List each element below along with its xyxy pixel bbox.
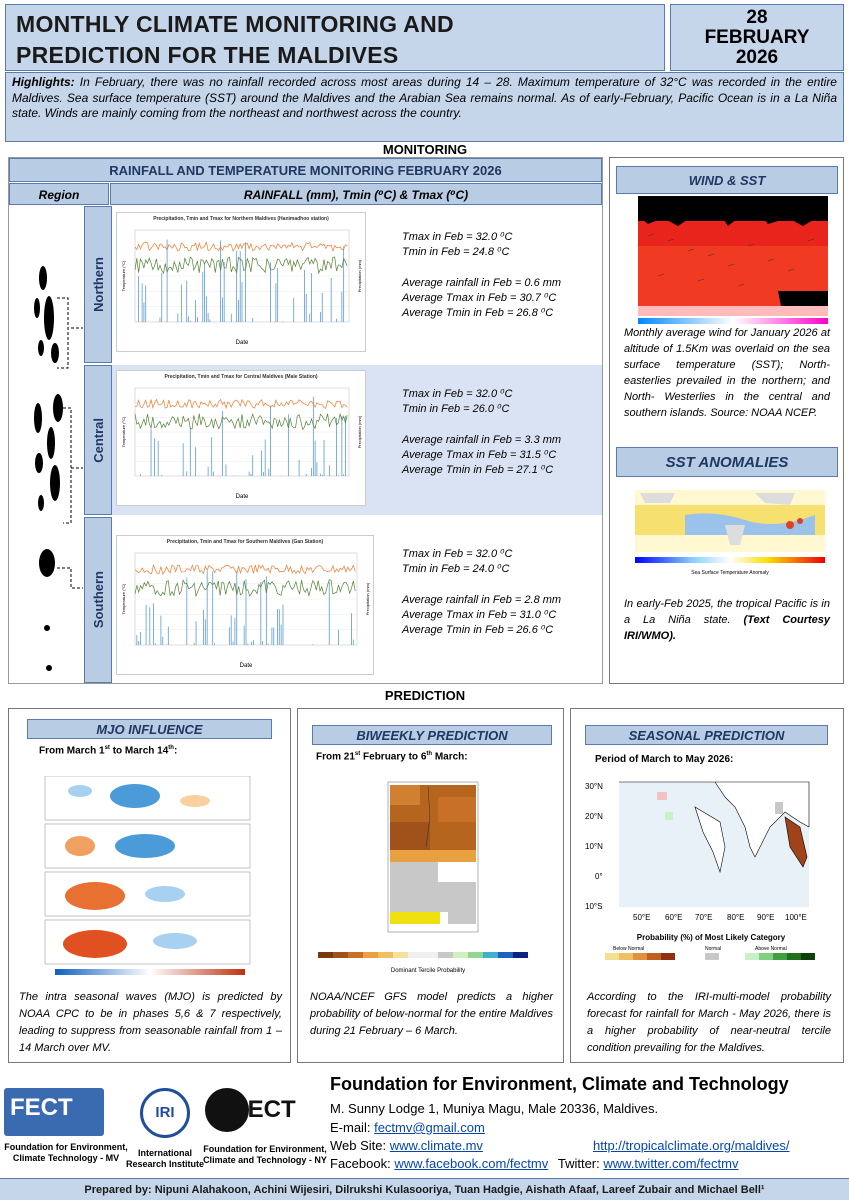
- seasonal-lon-80e: 80°E: [727, 913, 745, 922]
- iri-caption: International Research Institute: [125, 1148, 205, 1169]
- southern-row: [84, 517, 602, 683]
- seasonal-title: SEASONAL PREDICTION: [585, 725, 828, 745]
- twitter-link[interactable]: www.twitter.com/fectmv: [603, 1156, 739, 1171]
- biweekly-subtitle-sup1: st: [354, 751, 361, 757]
- email-label: E-mail:: [330, 1120, 371, 1135]
- date-month: FEBRUARY: [704, 27, 810, 48]
- fect-mv-caption: Foundation for Environment, Climate Technology - MV: [4, 1142, 128, 1163]
- central-avg-tmax: Average Tmax in Feb = 31.5 ⁰C: [402, 449, 557, 461]
- central-avg-rainfall: Average rainfall in Feb = 3.3 mm: [402, 434, 562, 446]
- central-stats: [402, 387, 602, 478]
- central-tmin: Tmin in Feb = 26.0 ⁰C: [402, 403, 510, 415]
- southern-chart-plot: [117, 545, 375, 675]
- chart-y-axis-label-left: Temperature (°C): [121, 416, 126, 448]
- seasonal-text: According to the IRI-multi-model probability forecast for rainfall for March - May 2026, there is a higher probability of near-neutral tercile condition prevailing for the Maldives.: [587, 991, 831, 1054]
- sst-anomaly-map: [625, 485, 830, 577]
- tmin-series-line: [135, 414, 347, 430]
- footer: [0, 1068, 849, 1200]
- seasonal-legend-normal: Normal: [705, 946, 722, 952]
- mjo-text: The intra seasonal waves (MJO) is predicted by NOAA CPC to be in phases 5,6 & 7 respectively, leading to suppress from seasonable rainfall from 1 – 14 March over MV.: [19, 991, 282, 1054]
- seasonal-lat-0: 0°: [595, 872, 603, 881]
- monitoring-table-title: RAINFALL AND TEMPERATURE MONITORING FEBRUARY 2026: [9, 158, 602, 182]
- southern-stats: [402, 547, 602, 638]
- biweekly-subtitle-prefix: From 21: [316, 751, 355, 763]
- page-title-line1: MONTHLY CLIMATE MONITORING AND: [16, 11, 454, 37]
- tmin-series-line: [135, 580, 355, 596]
- chart-x-axis-label: Date: [235, 494, 249, 500]
- chart-x-axis-label: Date: [239, 663, 253, 669]
- biweekly-subtitle-sup2: th: [426, 751, 433, 757]
- seasonal-subtitle: Period of March to May 2026:: [595, 754, 734, 765]
- prediction-section-label: PREDICTION: [384, 688, 466, 703]
- biweekly-subtitle-mid: February to 6: [360, 751, 427, 763]
- biweekly-title: BIWEEKLY PREDICTION: [312, 725, 552, 745]
- mjo-title: MJO INFLUENCE: [27, 719, 272, 739]
- chart-x-axis-label: Date: [235, 340, 249, 346]
- tropical-climate-link[interactable]: http://tropicalclimate.org/maldives/: [593, 1138, 790, 1153]
- central-region-label: Central: [90, 417, 106, 463]
- mjo-subtitle: [39, 745, 177, 756]
- northern-tmin: Tmin in Feb = 24.8 ⁰C: [402, 246, 510, 258]
- seasonal-lon-100e: 100°E: [785, 913, 807, 922]
- central-avg-tmin: Average Tmin in Feb = 27.1 ⁰C: [402, 464, 554, 476]
- seasonal-lat-10s: 10°S: [585, 902, 603, 911]
- biweekly-legend: [318, 952, 548, 977]
- northern-stats: [402, 230, 602, 321]
- seasonal-lat-30n: 30°N: [585, 782, 603, 791]
- northern-chart-title: Precipitation, Tmin and Tmax for Northern Maldives (Hanimadhoo station): [153, 216, 329, 222]
- southern-tmax: Tmax in Feb = 32.0 ⁰C: [402, 548, 513, 560]
- fect-ny-logo-text: FECT: [233, 1096, 296, 1123]
- southern-avg-tmax: Average Tmax in Feb = 31.0 ⁰C: [402, 609, 557, 621]
- southern-region-label: Southern: [90, 571, 106, 629]
- southern-tmin: Tmin in Feb = 24.0 ⁰C: [402, 563, 510, 575]
- iri-logo-text: IRI: [155, 1104, 175, 1121]
- website-link[interactable]: www.climate.mv: [389, 1138, 483, 1153]
- fect-mv-logo: [4, 1088, 104, 1136]
- northern-chart: [116, 212, 366, 352]
- northern-row: [84, 206, 602, 363]
- mjo-panel: [8, 708, 291, 1063]
- seasonal-legend-title: Probability (%) of Most Likely Category: [636, 933, 786, 942]
- wind-sst-panel: [609, 157, 844, 684]
- southern-chart-title: Precipitation, Tmin and Tmax for Southern Maldives (Gan Station): [166, 539, 324, 545]
- wind-caption: Monthly average wind for January 2026 at altitude of 1.5Km was overlaid on the sea surface temperature (SST); North-easterlies prevailed in the northern; and North- Westerlies in the central and southern islands. Source: NOAA NCEP.: [624, 327, 830, 419]
- biweekly-text: NOAA/NCEF GFS model predicts a higher probability of below-normal for the entire Maldives during 21 February – 6 March.: [310, 991, 553, 1037]
- column-header-region: Region: [9, 183, 109, 205]
- org-address: M. Sunny Lodge 1, Muniya Magu, Male 20336, Maldives.: [330, 1101, 659, 1116]
- tmax-series-line: [135, 400, 347, 409]
- facebook-label: Facebook:: [330, 1156, 391, 1171]
- southern-avg-tmin: Average Tmin in Feb = 26.6 ⁰C: [402, 624, 554, 636]
- maldives-map: [13, 218, 85, 688]
- northern-tmax: Tmax in Feb = 32.0 ⁰C: [402, 231, 513, 243]
- highlights-text: In February, there was no rainfall recorded across most areas during 14 – 28. Maximum temperature of 32°C was recorded in the entire Maldives. Sea surface temperature (SST) around the Maldives and the Arabian Sea remains normal. As of early-February, Pacific Ocean is in a La Niña state. Winds are mainly coming from the northeast and northwest across the country.: [12, 75, 837, 120]
- sst-caption-credit: (Text Courtesy IRI/WMO).: [624, 614, 830, 642]
- central-chart-title: Precipitation, Tmin and Tmax for Central Maldives (Male Station): [164, 374, 318, 380]
- central-chart: [116, 370, 366, 506]
- seasonal-panel: [570, 708, 844, 1063]
- email-link[interactable]: fectmv@gmail.com: [374, 1120, 485, 1135]
- central-tmax: Tmax in Feb = 32.0 ⁰C: [402, 388, 513, 400]
- page-title-line2: PREDICTION FOR THE MALDIVES: [16, 42, 399, 68]
- sst-caption-main: In early-Feb 2025, the tropical Pacific is in a La Niña state.: [624, 598, 830, 626]
- web-line: [330, 1138, 483, 1153]
- chart-y-axis-label-right: Precipitation (mm): [357, 259, 362, 293]
- chart-y-axis-label-left: Temperature (°C): [121, 583, 126, 615]
- fect-ny-caption: Foundation for Environment, Climate and Technology - NY: [203, 1144, 327, 1165]
- chart-y-axis-label-left: Temperature (°C): [121, 260, 126, 292]
- sst-caption: [624, 596, 830, 644]
- column-header-data: RAINFALL (mm), Tmin (⁰C) & Tmax (⁰C): [110, 183, 602, 205]
- sst-axis-label: Sea Surface Temperature Anomaly: [691, 570, 769, 576]
- biweekly-subtitle-suffix: March:: [432, 751, 468, 763]
- mjo-subtitle-prefix: From March 1: [39, 745, 105, 757]
- chart-y-axis-label-right: Precipitation (mm): [357, 415, 362, 449]
- seasonal-lat-10n: 10°N: [585, 842, 603, 851]
- mjo-forecast-maps: [35, 776, 255, 976]
- biweekly-panel: [297, 708, 564, 1063]
- tmax-series-line: [135, 565, 355, 574]
- seasonal-legend-above: Above Normal: [755, 946, 787, 952]
- date-banner: [670, 4, 844, 71]
- fect-ny-logo: [205, 1088, 320, 1138]
- seasonal-lon-90e: 90°E: [757, 913, 775, 922]
- seasonal-legend-below: Below Normal: [613, 946, 645, 952]
- seasonal-legend: [595, 944, 825, 974]
- northern-avg-tmax: Average Tmax in Feb = 30.7 ⁰C: [402, 292, 557, 304]
- wind-sst-map: [628, 196, 834, 326]
- northern-avg-rainfall: Average rainfall in Feb = 0.6 mm: [402, 277, 562, 289]
- mjo-subtitle-mid: to March 14: [109, 745, 169, 757]
- mjo-subtitle-sup2: th: [168, 745, 174, 751]
- wind-sst-title: WIND & SST: [616, 166, 838, 194]
- date-day: 28: [746, 7, 768, 28]
- twitter-label: Twitter:: [557, 1156, 600, 1171]
- org-name: Foundation for Environment, Climate and Technology: [330, 1074, 789, 1094]
- biweekly-subtitle: [316, 751, 468, 762]
- seasonal-lat-20n: 20°N: [585, 812, 603, 821]
- web-label: Web Site:: [330, 1138, 387, 1153]
- seasonal-lon-60e: 60°E: [665, 913, 683, 922]
- highlights-label: Highlights:: [12, 75, 75, 89]
- mjo-subtitle-suffix: :: [173, 745, 178, 757]
- biweekly-forecast-map: [378, 777, 488, 942]
- southern-region-cell: [84, 517, 112, 683]
- central-region-cell: [84, 365, 112, 515]
- central-row: [84, 365, 602, 515]
- facebook-link[interactable]: www.facebook.com/fectmv: [394, 1156, 549, 1171]
- prepared-by-bar: [0, 1178, 849, 1200]
- northern-region-label: Northern: [90, 257, 106, 312]
- northern-chart-plot: [117, 222, 367, 352]
- monitoring-section-label: MONITORING: [382, 142, 468, 157]
- social-line: [330, 1156, 738, 1171]
- prepared-by: Prepared by: Nipuni Alahakoon, Achini Wijesiri, Dilrukshi Kulasooriya, Tuan Hadgie, Aishath Afaaf, Lareef Zubair and Michael Bell¹: [84, 1184, 765, 1196]
- sst-anomalies-title: SST ANOMALIES: [616, 447, 838, 477]
- fect-mv-logo-text: FECT: [10, 1094, 73, 1121]
- email-line: [330, 1120, 485, 1135]
- central-chart-plot: [117, 380, 367, 506]
- chart-y-axis-label-right: Precipitation (mm): [365, 582, 370, 616]
- monitoring-panel: [8, 157, 603, 684]
- northern-avg-tmin: Average Tmin in Feb = 26.8 ⁰C: [402, 307, 554, 319]
- southern-chart: [116, 535, 374, 675]
- mjo-subtitle-sup1: st: [104, 745, 110, 751]
- biweekly-legend-label: Dominant Tercile Probability: [390, 968, 466, 974]
- seasonal-lon-70e: 70°E: [695, 913, 713, 922]
- seasonal-lon-50e: 50°E: [633, 913, 651, 922]
- title-banner: [5, 4, 665, 71]
- iri-logo: [140, 1088, 190, 1138]
- northern-region-cell: [84, 206, 112, 363]
- highlights-box: [5, 72, 844, 142]
- date-year: 2026: [735, 47, 779, 68]
- southern-avg-rainfall: Average rainfall in Feb = 2.8 mm: [402, 594, 562, 606]
- seasonal-forecast-map: [585, 777, 815, 925]
